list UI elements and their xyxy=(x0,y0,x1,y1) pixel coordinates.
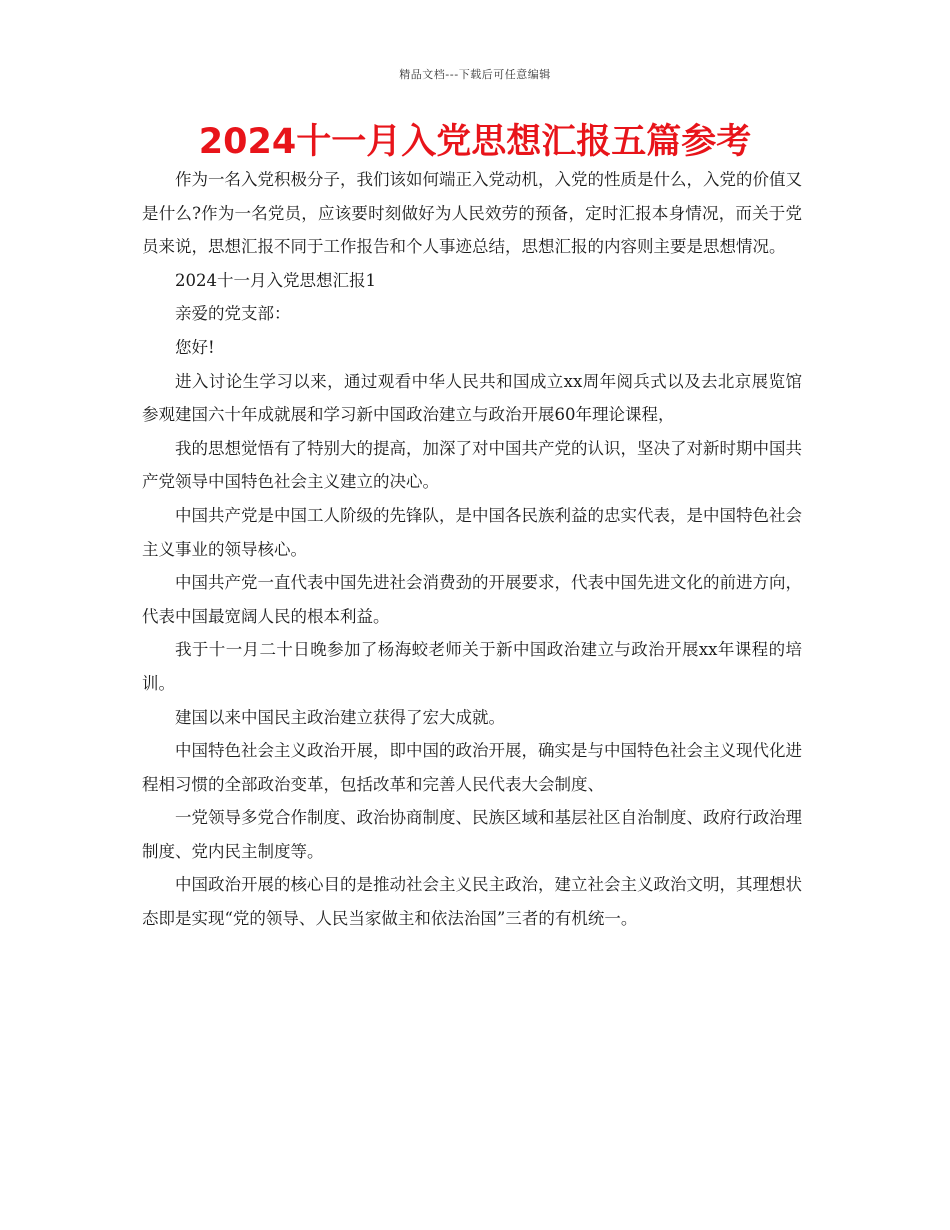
paragraph: 我于十一月二十日晚参加了杨海蛟老师关于新中国政治建立与政治开展xx年课程的培训。 xyxy=(142,640,802,693)
paragraph: 中国政治开展的核心目的是推动社会主义民主政治，建立社会主义政治文明，其理想状态即是实现“党的领导、人民当家做主和依法治国”三者的有机统一。 xyxy=(142,875,802,929)
paragraph: 一党领导多党合作制度、政治协商制度、民族区域和基层社区自治制度、政府行政治理制度、党内民主制度等。 xyxy=(142,808,802,861)
salutation: 亲爱的党支部： xyxy=(175,304,291,324)
document-title: 2024十一月入党思想汇报五篇参考 xyxy=(198,122,752,162)
paragraph: 中国特色社会主义政治开展，即中国的政治开展，确实是与中国特色社会主义现代化进程相习惯的全部政治变革，包括改革和完善人民代表大会制度、 xyxy=(142,741,802,794)
paragraph: 中国共产党一直代表中国先进社会消费劲的开展要求，代表中国先进文化的前进方向，代表中国最宽阔人民的根本利益。 xyxy=(142,573,802,626)
paragraph: 作为一名入党积极分子，我们该如何端正入党动机，入党的性质是什么，入党的价值又是什么?作为一名党员，应该要时刻做好为人民效劳的预备，定时汇报本身情况，而关于党员来说，思想汇报不同于工作报告和个人事迹总结，思想汇报的内容则主要是思想情况。 xyxy=(142,170,802,257)
section-heading: 2024十一月入党思想汇报1 xyxy=(175,270,376,290)
page-header: 精品文档---下载后可任意编辑 xyxy=(399,68,551,81)
paragraph: 我的思想觉悟有了特别大的提高，加深了对中国共产党的认识，坚决了对新时期中国共产党领导中国特色社会主义建立的决心。 xyxy=(142,438,802,492)
greeting: 您好! xyxy=(175,337,215,357)
document-body xyxy=(142,163,802,936)
paragraph: 中国共产党是中国工人阶级的先锋队，是中国各民族利益的忠实代表，是中国特色社会主义事业的领导核心。 xyxy=(142,505,802,559)
paragraph: 建国以来中国民主政治建立获得了宏大成就。 xyxy=(175,707,505,727)
paragraph: 进入讨论生学习以来，通过观看中华人民共和国成立xx周年阅兵式以及去北京展览馆参观建国六十年成就展和学习新中国政治建立与政治开展60年理论课程， xyxy=(142,371,802,425)
